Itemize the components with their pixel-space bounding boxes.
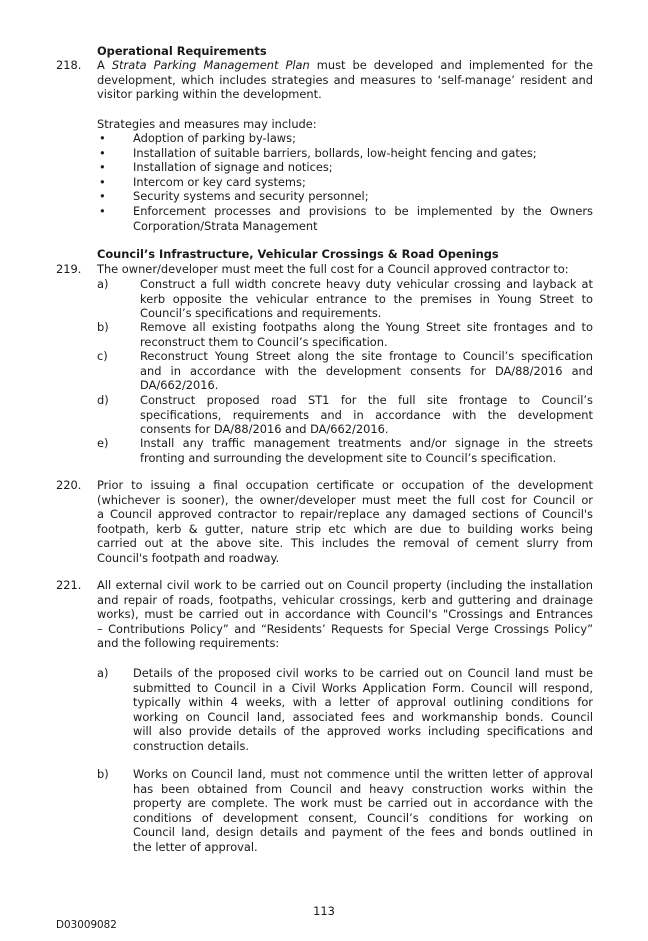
clause-number-221: 221. — [56, 578, 82, 592]
clause-number-220: 220. — [56, 478, 82, 492]
clause-219-item-a: Construct a full width concrete heavy duty vehicular crossing and layback at kerb opposite the vehicular entrance to the premises in Young Street to Council’s specifications and requirements. — [140, 277, 593, 321]
clause-218-line: A Strata Parking Management Plan must be developed and implemented for the — [97, 58, 593, 72]
clause-221-item-label: a) — [97, 666, 109, 680]
clause-219-item-label: d) — [97, 393, 109, 407]
clause-221-item-b: Works on Council land, must not commence until the written letter of approval has been obtained from Council and heavy construction works within the property are complete. The work must be carried out in accordance with the conditions of development consent, Council’s conditions for working on Council land, design details and payment of the fees and bonds outlined in the letter of approval. — [133, 767, 593, 854]
clause-218-line: visitor parking within the development. — [97, 87, 322, 102]
clause-219-item-b: Remove all existing footpaths along the Young Street site frontages and to reconstruct them to Council’s specification. — [140, 320, 593, 349]
page-number: 113 — [313, 904, 335, 918]
clause-221-item-a: Details of the proposed civil works to be carried out on Council land must be submitted to Council in a Civil Works Application Form. Council will respond, typically within 4 weeks, with a letter of approval outlining conditions for working on Council land, associated fees and workmanship bonds. Council will also provide details of the approved works including specifications and construction details. — [133, 666, 593, 753]
heading-council-infrastructure: Council’s Infrastructure, Vehicular Crossings & Road Openings — [97, 247, 499, 261]
heading-operational-requirements: Operational Requirements — [97, 44, 267, 58]
list-item: • Adoption of parking by-laws; — [99, 131, 296, 145]
strategies-bullet-list — [97, 131, 593, 233]
list-item: • Installation of signage and notices; — [99, 160, 333, 175]
clause-219-item-d: Construct proposed road ST1 for the full site frontage to Council’s specifications, requirements and in accordance with the development consents for DA/88/2016 and DA/662/2016. — [140, 393, 593, 437]
list-item: • Enforcement processes and provisions to be implemented by the Owners — [99, 203, 593, 218]
clause-221-text: All external civil work to be carried out on Council property (including the installation and repair of roads, footpaths, vehicular crossings, kerb and guttering and drainage works), must be carried out in accordance with Council's "Crossings and Entrances – Contributions Policy” and “Residents’ Requests for Special Verge Crossings Policy” and the following requirements: — [97, 578, 593, 651]
clause-219-item-e: Install any traffic management treatments and/or signage in the streets fronting and surrounding the development site to Council’s specification. — [140, 436, 593, 465]
clause-220-text: Prior to issuing a final occupation certificate or occupation of the development (whichever is sooner), the owner/developer must meet the full cost for Council or a Council approved contractor to repair/replace any damaged sections of Council's footpath, kerb & gutter, nature strip etc which are due to building works being carried out at the above site. This includes the removal of cement slurry from Council's footpath and roadway. — [97, 478, 593, 565]
clause-number-219: 219. — [56, 262, 82, 276]
clause-number-218: 218. — [56, 58, 82, 72]
strategies-intro: Strategies and measures may include: — [97, 117, 317, 131]
clause-219-item-label: a) — [97, 277, 109, 291]
clause-221-item-label: b) — [97, 767, 109, 781]
list-item: • Installation of suitable barriers, bollards, low-height fencing and gates; — [99, 145, 537, 160]
strata-parking-plan-emphasis: Strata Parking Management Plan — [111, 58, 310, 72]
document-id: D03009082 — [56, 919, 117, 931]
clause-218-line: development, which includes strategies and measures to ‘self-manage’ resident and — [97, 72, 593, 87]
bullet-icon: • — [99, 189, 106, 204]
clause-219-item-label: e) — [97, 436, 109, 450]
clause-219-item-label: c) — [97, 349, 108, 363]
clause-219-item-c: Reconstruct Young Street along the site frontage to Council’s specification and in accordance with the development consents for DA/88/2016 and DA/662/2016. — [140, 349, 593, 393]
clause-219-item-label: b) — [97, 320, 109, 334]
clause-218-text — [97, 58, 593, 102]
bullet-icon: • — [99, 131, 106, 145]
bullet-icon: • — [99, 203, 106, 218]
list-item: • Security systems and security personnel; — [99, 189, 369, 204]
bullet-icon: • — [99, 145, 106, 160]
list-item-continuation: Corporation/Strata Management — [133, 218, 318, 233]
bullet-icon: • — [99, 160, 106, 175]
list-item: • Intercom or key card systems; — [99, 174, 306, 189]
bullet-icon: • — [99, 174, 106, 189]
clause-219-lead: The owner/developer must meet the full cost for a Council approved contractor to: — [97, 262, 569, 276]
